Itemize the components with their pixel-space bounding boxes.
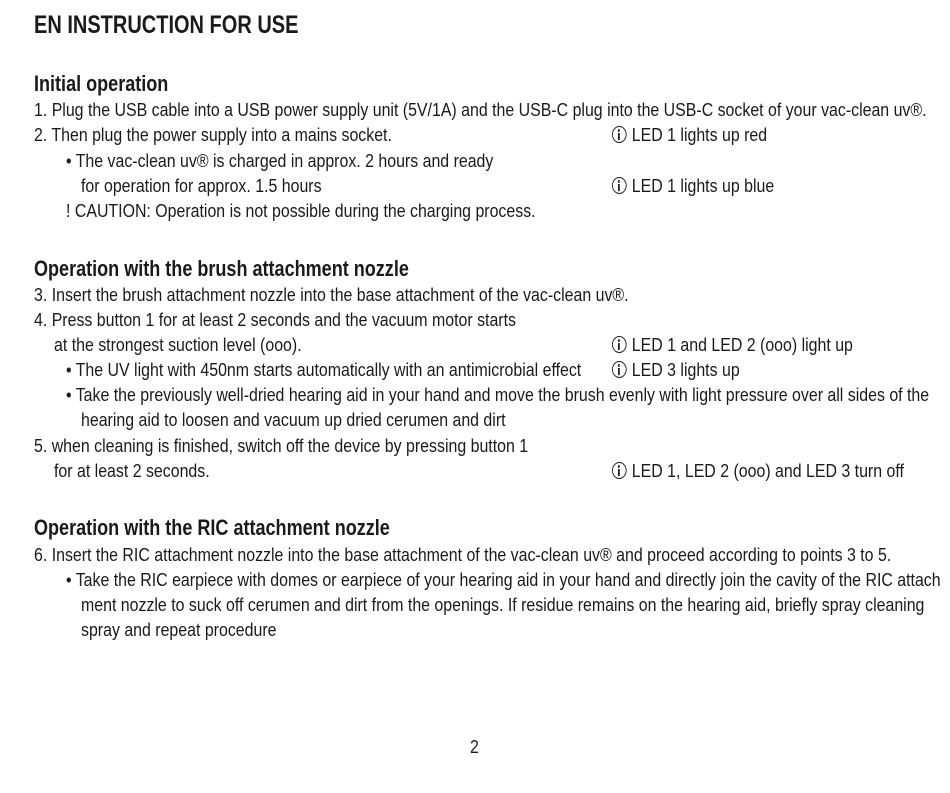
bullet-text: • Take the RIC earpiece with domes or earpiece of your hearing aid in your hand and directly join the cavity of the RIC attach xyxy=(66,569,941,590)
info-icon xyxy=(612,462,627,479)
bullet-text-continued: ment nozzle to suck off cerumen and dirt from the openings. If residue remains on the hearing aid, briefly spray cleaning xyxy=(81,594,925,615)
page-number: 2 xyxy=(470,736,479,757)
led-note xyxy=(612,460,904,482)
section-heading: Initial operation xyxy=(34,71,169,96)
section-heading: Operation with the brush attachment nozzle xyxy=(34,256,409,281)
bullet-text: • The UV light with 450nm starts automatically with an antimicrobial effect xyxy=(66,359,582,380)
section-heading: Operation with the RIC attachment nozzle xyxy=(34,515,390,540)
step-3: 3. Insert the brush attachment nozzle into the base attachment of the vac-clean uv®. xyxy=(34,284,629,305)
info-icon xyxy=(612,336,627,353)
bullet-text-continued: for operation for approx. 1.5 hours xyxy=(81,175,322,196)
step-1: 1. Plug the USB cable into a USB power supply unit (5V/1A) and the USB-C plug into the USB-C socket of your vac-clean uv®. xyxy=(34,99,927,120)
document-title: EN INSTRUCTION FOR USE xyxy=(34,11,299,39)
step-6: 6. Insert the RIC attachment nozzle into the base attachment of the vac-clean uv® and proceed according to points 3 to 5. xyxy=(34,544,892,565)
step-2: 2. Then plug the power supply into a mains socket. xyxy=(34,124,392,145)
led-note xyxy=(612,334,853,356)
led-note-text: LED 1 lights up red xyxy=(631,124,768,145)
info-icon xyxy=(612,177,627,194)
led-note xyxy=(612,124,767,146)
step-5-continued: for at least 2 seconds. xyxy=(54,460,210,481)
led-note-text: LED 1 lights up blue xyxy=(631,175,775,196)
step-4-continued: at the strongest suction level (ooo). xyxy=(54,334,302,355)
led-note-text: LED 1, LED 2 (ooo) and LED 3 turn off xyxy=(631,460,904,481)
bullet-text-continued: hearing aid to loosen and vacuum up dried cerumen and dirt xyxy=(81,409,506,430)
bullet-text-continued: spray and repeat procedure xyxy=(81,619,277,640)
info-icon xyxy=(612,361,627,378)
step-5: 5. when cleaning is finished, switch off the device by pressing button 1 xyxy=(34,435,529,456)
led-note-text: LED 3 lights up xyxy=(631,359,740,380)
info-icon xyxy=(612,126,627,143)
led-note xyxy=(612,359,740,381)
bullet-text: • Take the previously well-dried hearing aid in your hand and move the brush evenly with light pressure over all sides of the xyxy=(66,384,930,405)
step-4: 4. Press button 1 for at least 2 seconds and the vacuum motor starts xyxy=(34,309,516,330)
bullet-text: • The vac-clean uv® is charged in approx. 2 hours and ready xyxy=(66,150,494,171)
led-note xyxy=(612,175,774,197)
caution-text: ! CAUTION: Operation is not possible during the charging process. xyxy=(66,200,536,221)
led-note-text: LED 1 and LED 2 (ooo) light up xyxy=(631,334,853,355)
